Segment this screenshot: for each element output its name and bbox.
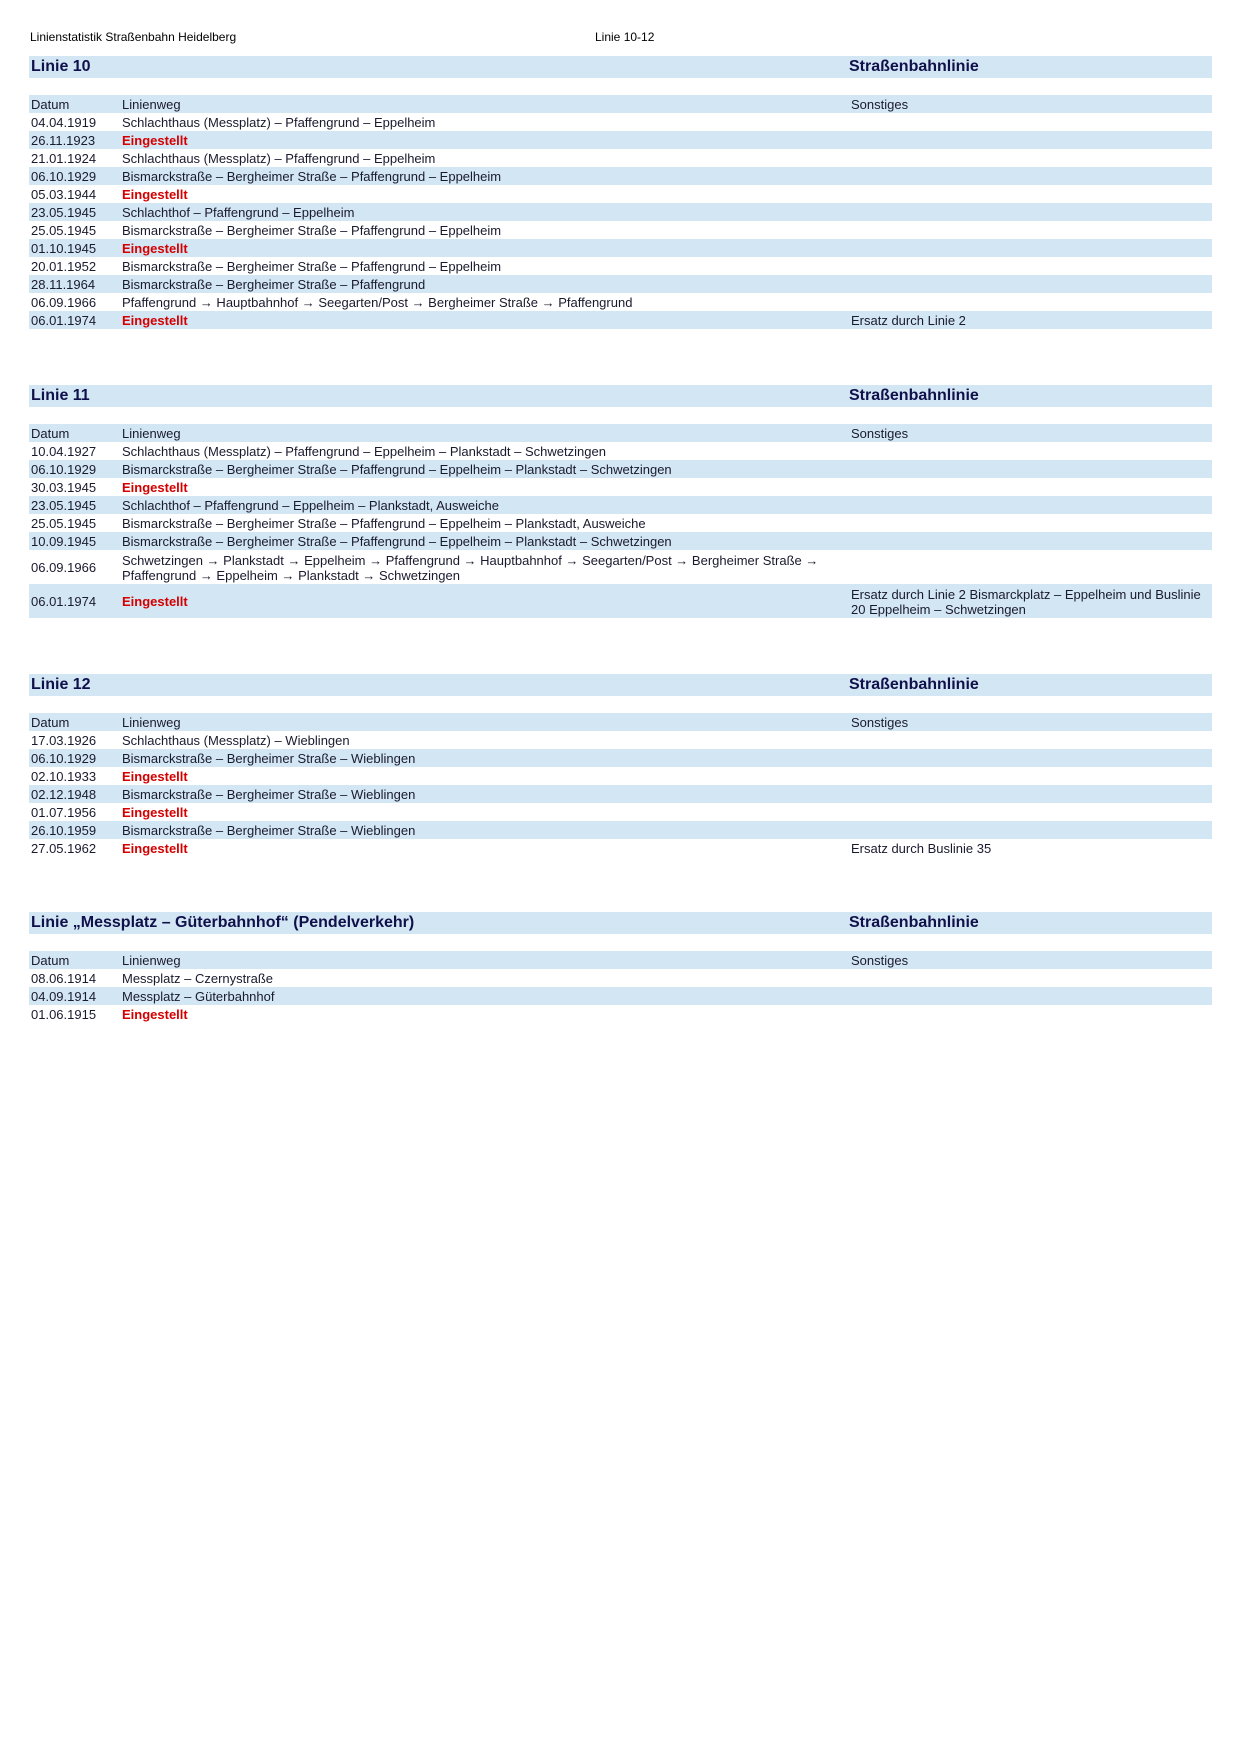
table-row [29,785,1212,803]
row-route: Bismarckstraße – Bergheimer Straße – Wieblingen [120,749,849,767]
column-header-row [29,424,1212,442]
row-route: Schlachthof – Pfaffengrund – Eppelheim – Plankstadt, Ausweiche [120,496,849,514]
row-notes [849,293,1212,311]
row-date: 08.06.1914 [31,971,97,986]
row-notes [849,275,1212,293]
page-header [30,30,1210,48]
row-date: 04.09.1914 [29,987,120,1005]
row-route: Schlachthof – Pfaffengrund – Eppelheim [120,203,849,221]
row-notes [849,514,1212,532]
row-date: 23.05.1945 [29,203,120,221]
row-notes [849,749,1212,767]
row-notes: Ersatz durch Linie 2 [849,311,1212,329]
row-route: Schlachthaus (Messplatz) – Pfaffengrund – Eppelheim [122,151,436,166]
section-title: Linie „Messplatz – Güterbahnhof“ (Pendelverkehr) [31,914,415,931]
row-date: 01.06.1915 [31,1007,97,1022]
row-date: 02.12.1948 [29,785,120,803]
timeline-table [29,95,1212,329]
row-date: 25.05.1945 [31,223,97,238]
row-date: 25.05.1945 [31,516,97,531]
row-notes [849,239,1212,257]
row-date: 05.03.1944 [31,187,97,202]
row-date: 06.10.1929 [29,460,120,478]
section-type: Straßenbahnlinie [849,914,979,931]
table-row [29,311,1212,329]
table-row [29,803,1212,821]
row-notes [849,496,1212,514]
row-route: Eingestellt [122,769,188,784]
table-row [29,514,1212,532]
table-row [29,257,1212,275]
column-header-date: Datum [29,424,120,442]
row-date: 28.11.1964 [29,275,120,293]
column-header-notes: Sonstiges [849,95,1212,113]
table-row [29,821,1212,839]
section-title-bar [29,385,1212,407]
row-date: 06.09.1966 [31,295,97,310]
row-date: 10.09.1945 [29,532,120,550]
column-header-route: Linienweg [120,951,849,969]
row-date: 04.04.1919 [31,115,97,130]
row-date: 02.10.1933 [31,769,97,784]
column-header-date: Datum [29,713,120,731]
section-type: Straßenbahnlinie [849,676,979,693]
column-header-route: Linienweg [120,95,849,113]
section-type: Straßenbahnlinie [849,58,979,75]
row-date: 01.07.1956 [31,805,97,820]
row-date: 20.01.1952 [31,259,97,274]
row-route: Schlachthaus (Messplatz) – Pfaffengrund – Eppelheim – Plankstadt – Schwetzingen [122,444,606,459]
row-route: Bismarckstraße – Bergheimer Straße – Pfaffengrund – Eppelheim – Plankstadt – Schwetzingen [120,532,849,550]
row-route: Bismarckstraße – Bergheimer Straße – Wieblingen [120,821,849,839]
row-notes [849,203,1212,221]
row-route: Bismarckstraße – Bergheimer Straße – Pfaffengrund – Eppelheim [122,223,502,238]
timeline-table [29,713,1212,857]
table-row [29,203,1212,221]
row-route: Eingestellt [120,131,849,149]
row-route: Bismarckstraße – Bergheimer Straße – Pfaffengrund – Eppelheim [122,259,502,274]
row-notes [849,185,1212,203]
section-title: Linie 10 [31,58,91,75]
row-notes: Ersatz durch Buslinie 35 [851,841,992,856]
section-type: Straßenbahnlinie [849,387,979,404]
section-linie-12 [29,674,1212,857]
table-row [29,460,1212,478]
row-notes [849,167,1212,185]
row-route: Pfaffengrund → Hauptbahnhof → Seegarten/Post → Bergheimer Straße → Pfaffengrund [122,295,633,310]
document-title: Linienstatistik Straßenbahn Heidelberg [30,30,237,44]
table-row [29,987,1212,1005]
row-route: Eingestellt [122,1007,188,1022]
column-header-route: Linienweg [120,713,849,731]
table-row [29,221,1212,239]
row-route: Eingestellt [122,841,188,856]
table-row [29,275,1212,293]
row-date: 21.01.1924 [31,151,97,166]
column-header-route: Linienweg [120,424,849,442]
table-row [29,478,1212,496]
row-notes: Ersatz durch Linie 2 Bismarckplatz – Eppelheim und Buslinie 20 Eppelheim – Schwetzingen [849,584,1212,618]
row-route: Schwetzingen → Plankstadt → Eppelheim → Pfaffengrund → Hauptbahnhof → Seegarten/Post → Bergheimer Straße → Pfaffengrund → Eppelheim → Plankstadt → Schwetzingen [122,552,819,583]
section-linie-pendel [29,912,1212,1023]
table-row [29,239,1212,257]
row-notes [849,731,1212,749]
row-route: Schlachthaus (Messplatz) – Pfaffengrund – Eppelheim [122,115,436,130]
table-row [29,1005,1212,1023]
row-notes [849,532,1212,550]
row-date: 30.03.1945 [31,480,97,495]
table-row [29,584,1212,618]
row-route: Eingestellt [120,584,849,618]
column-header-notes: Sonstiges [849,713,1212,731]
row-notes [849,131,1212,149]
row-notes [849,460,1212,478]
table-row [29,131,1212,149]
row-date: 10.04.1927 [31,444,97,459]
table-row [29,293,1212,311]
section-title: Linie 11 [31,387,90,404]
row-route: Messplatz – Güterbahnhof [120,987,849,1005]
row-route: Eingestellt [122,480,188,495]
row-notes [849,987,1212,1005]
row-date: 01.10.1945 [29,239,120,257]
column-header-notes: Sonstiges [849,951,1212,969]
column-header-row [29,95,1212,113]
row-date: 06.09.1966 [31,560,97,575]
table-row [29,749,1212,767]
row-route: Eingestellt [120,239,849,257]
row-date: 23.05.1945 [29,496,120,514]
row-notes [849,821,1212,839]
row-route: Schlachthaus (Messplatz) – Wieblingen [122,733,350,748]
table-row [29,839,1212,857]
column-header-row [29,951,1212,969]
row-route: Eingestellt [122,805,188,820]
section-title-bar [29,674,1212,696]
section-title-bar [29,56,1212,78]
row-notes [849,1005,1212,1023]
row-date: 26.10.1959 [29,821,120,839]
row-date: 06.10.1929 [29,167,120,185]
row-route: Bismarckstraße – Bergheimer Straße – Wieblingen [120,785,849,803]
table-row [29,113,1212,131]
row-date: 17.03.1926 [31,733,97,748]
row-route: Bismarckstraße – Bergheimer Straße – Pfaffengrund – Eppelheim [120,167,849,185]
row-notes [849,113,1212,131]
table-row [29,550,1212,584]
column-header-row [29,713,1212,731]
row-notes [849,767,1212,785]
row-notes [849,221,1212,239]
document-subtitle: Linie 10-12 [595,30,655,44]
row-route: Messplatz – Czernystraße [122,971,273,986]
table-row [29,185,1212,203]
row-notes [849,149,1212,167]
table-row [29,731,1212,749]
row-date: 06.01.1974 [29,311,120,329]
row-notes [849,442,1212,460]
row-date: 06.10.1929 [29,749,120,767]
row-date: 06.01.1974 [29,584,120,618]
row-notes [849,257,1212,275]
row-route: Bismarckstraße – Bergheimer Straße – Pfaffengrund – Eppelheim – Plankstadt – Schwetzingen [120,460,849,478]
row-notes [849,969,1212,987]
row-notes [849,803,1212,821]
row-route: Bismarckstraße – Bergheimer Straße – Pfaffengrund [120,275,849,293]
section-linie-11 [29,385,1212,618]
row-notes [849,785,1212,803]
table-row [29,496,1212,514]
table-row [29,149,1212,167]
row-notes [849,550,1212,584]
column-header-date: Datum [29,95,120,113]
table-row [29,442,1212,460]
section-linie-10 [29,56,1212,329]
column-header-date: Datum [29,951,120,969]
row-date: 27.05.1962 [31,841,97,856]
row-route: Bismarckstraße – Bergheimer Straße – Pfaffengrund – Eppelheim – Plankstadt, Ausweiche [122,516,646,531]
row-route: Eingestellt [122,187,188,202]
table-row [29,532,1212,550]
section-title: Linie 12 [31,676,91,693]
timeline-table [29,951,1212,1023]
row-notes [849,478,1212,496]
row-route: Eingestellt [120,311,849,329]
table-row [29,969,1212,987]
table-row [29,767,1212,785]
column-header-notes: Sonstiges [849,424,1212,442]
section-title-bar [29,912,1212,934]
timeline-table [29,424,1212,618]
row-date: 26.11.1923 [29,131,120,149]
table-row [29,167,1212,185]
